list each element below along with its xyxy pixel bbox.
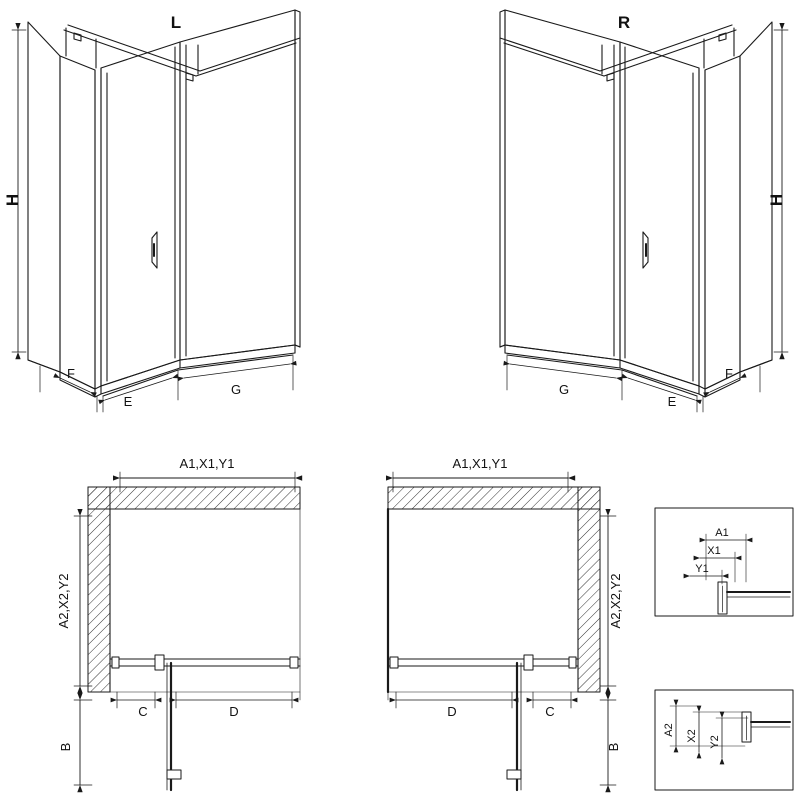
label-height-right: H	[767, 193, 786, 207]
label-plan-right-top-dim: A1,X1,Y1	[452, 456, 508, 471]
label-plan-left-top-dim: A1,X1,Y1	[179, 456, 235, 471]
label-plan-right-seg-c: C	[545, 704, 555, 719]
label-detail-bottom-x2: X2	[686, 729, 698, 743]
label-plan-right-seg-d: D	[447, 704, 457, 719]
label-G-right: G	[558, 382, 570, 397]
iso-view-right	[500, 10, 788, 412]
label-handing-right: R	[617, 13, 631, 32]
label-plan-left-side-dim: A2,X2,Y2	[56, 573, 71, 629]
label-plan-left-swing-dim: B	[58, 742, 73, 752]
detail-box-top	[655, 508, 793, 616]
detail-box-bottom	[655, 690, 793, 790]
label-F-right: F	[725, 366, 733, 381]
label-detail-top-y1: Y1	[695, 563, 709, 575]
label-detail-top-x1: X1	[707, 545, 721, 557]
iso-view-left	[12, 10, 300, 412]
label-plan-left-seg-c: C	[138, 704, 148, 719]
label-plan-left-seg-d: D	[229, 704, 239, 719]
label-detail-top-a1: A1	[715, 527, 729, 539]
label-handing-left: L	[170, 13, 182, 32]
label-detail-bottom-y2: Y2	[709, 735, 721, 749]
plan-view-left	[74, 472, 300, 790]
label-G-left: G	[230, 382, 242, 397]
label-detail-bottom-a2: A2	[663, 723, 675, 737]
label-E-left: E	[123, 394, 133, 409]
label-E-right: E	[667, 394, 677, 409]
label-height-left: H	[3, 193, 22, 207]
label-plan-right-side-dim: A2,X2,Y2	[608, 573, 623, 629]
plan-view-right	[388, 472, 616, 790]
label-plan-right-swing-dim: B	[606, 742, 621, 752]
label-F-left: F	[67, 366, 75, 381]
